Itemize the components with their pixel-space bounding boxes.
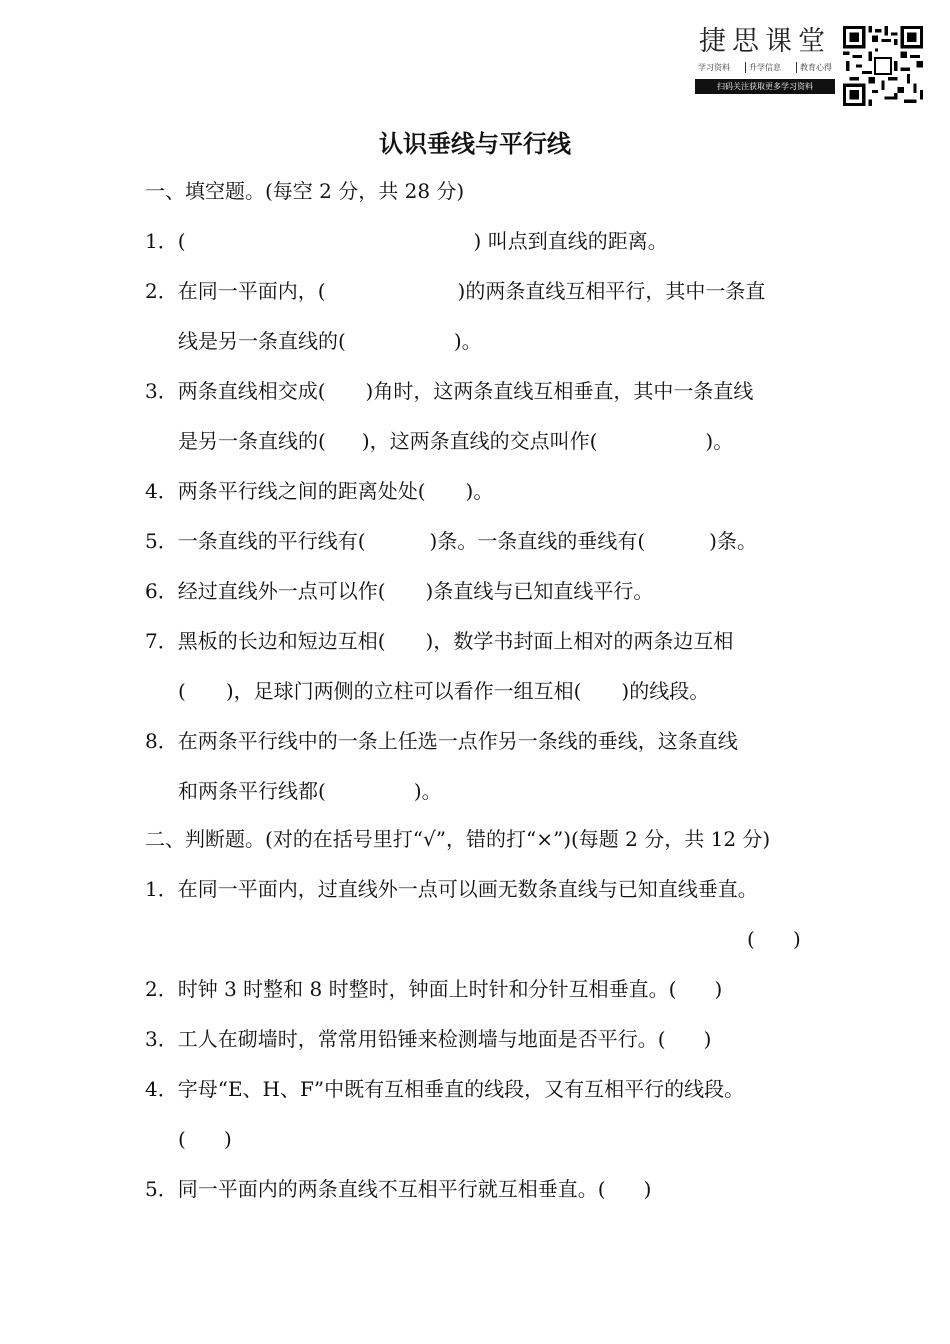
question-7-cont: [178, 678, 709, 704]
answer-parentheses[interactable]: ( ): [178, 1127, 232, 1151]
question-text: )。: [413, 779, 442, 803]
question-text: )条。一条直线的垂线有(: [429, 529, 646, 553]
question-text: )，这两条直线的交点叫作(: [361, 429, 598, 453]
question-8-cont: [178, 778, 442, 804]
question-text: 和两条平行线都(: [178, 779, 326, 803]
question-text: )，数学书封面上相对的两条边互相: [425, 629, 734, 653]
question-text: 7．黑板的长边和短边互相(: [145, 629, 386, 653]
brand-tag: 教育心得: [796, 62, 835, 73]
page-title: 认识垂线与平行线: [379, 130, 571, 158]
question-text: (: [178, 679, 186, 703]
brand-tag: 学习资料: [698, 63, 730, 72]
question-text: )角时，这两条直线互相垂直，其中一条直线: [365, 379, 754, 403]
brand-name: 捷思课堂: [699, 26, 831, 57]
question-text: 1．(: [145, 229, 186, 253]
question-2-cont: [178, 328, 482, 354]
question-8: 8．在两条平行线中的一条上任选一点作另一条线的垂线，这条直线: [145, 729, 738, 753]
question-4: [145, 478, 493, 504]
judge-question-1: 1．在同一平面内，过直线外一点可以画无数条直线与已知直线垂直。: [145, 877, 758, 901]
section-heading: 一、填空题。(每空 2 分，共 28 分): [145, 179, 465, 203]
question-text: )的两条直线互相平行，其中一条直: [457, 279, 766, 303]
question-text: 线是另一条直线的(: [178, 329, 346, 353]
question-text: )的线段。: [621, 679, 710, 703]
question-text: 6．经过直线外一点可以作(: [145, 579, 386, 603]
question-text: ) 叫点到直线的距离。: [473, 229, 668, 253]
judge-question-4: 4．字母“E、H、F”中既有互相垂直的线段，又有互相平行的线段。: [145, 1077, 745, 1101]
judge-question-2: 2．时钟 3 时整和 8 时整时，钟面上时针和分针互相垂直。( ): [145, 977, 723, 1001]
section-heading: 二、判断题。(对的在括号里打“√”，错的打“×”)(每题 2 分，共 12 分): [145, 827, 771, 851]
question-text: )。: [705, 429, 734, 453]
question-6: [145, 578, 653, 604]
question-text: 2．在同一平面内，(: [145, 279, 326, 303]
question-5: [145, 528, 757, 554]
question-7: [145, 628, 733, 654]
brand-tags: [695, 62, 835, 73]
qr-code-icon: [843, 26, 923, 106]
question-text: )。: [453, 329, 482, 353]
judge-question-5: 5．同一平面内的两条直线不互相平行就互相垂直。( ): [145, 1177, 652, 1201]
judge-question-3: 3．工人在砌墙时，常常用铅锤来检测墙与地面是否平行。( ): [145, 1027, 712, 1051]
question-text: 是另一条直线的(: [178, 429, 326, 453]
question-3-cont: [178, 428, 733, 454]
brand-banner: 扫码关注获取更多学习资料: [695, 79, 835, 94]
question-text: 4．两条平行线之间的距离处处(: [145, 479, 426, 503]
brand-header: [695, 26, 835, 94]
question-text: 5．一条直线的平行线有(: [145, 529, 366, 553]
question-3: [145, 378, 753, 404]
question-1: [145, 228, 668, 254]
question-text: )，足球门两侧的立柱可以看作一组互相(: [225, 679, 582, 703]
brand-tag: 升学信息: [745, 62, 784, 73]
question-2: [145, 278, 765, 304]
answer-parentheses[interactable]: ( ): [747, 927, 801, 951]
question-text: )条。: [709, 529, 757, 553]
question-text: )条直线与已知直线平行。: [425, 579, 654, 603]
question-text: )。: [465, 479, 494, 503]
question-text: 3．两条直线相交成(: [145, 379, 326, 403]
